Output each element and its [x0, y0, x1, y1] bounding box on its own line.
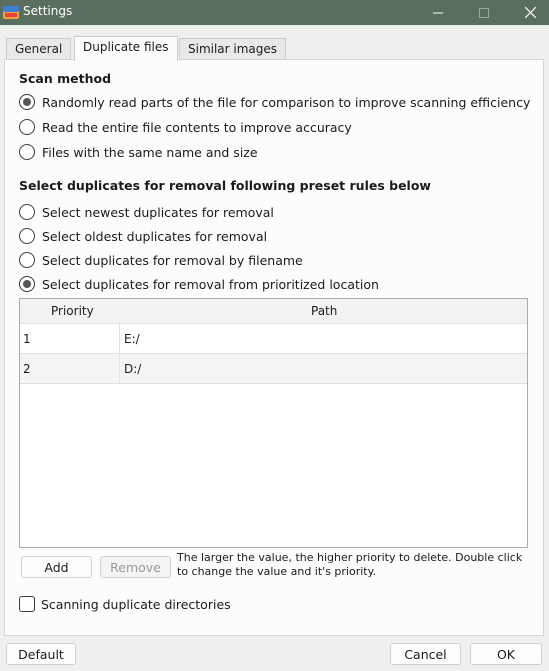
radio-label: Select oldest duplicates for removal	[42, 228, 268, 244]
checkbox[interactable]	[19, 596, 35, 612]
priority-help-text: The larger the value, the higher priority to delete. Double click to change the value and it's priority.	[177, 551, 523, 578]
table-row[interactable]	[20, 354, 527, 384]
maximize-button[interactable]	[461, 0, 507, 25]
path-cell[interactable]: D:/	[124, 362, 142, 376]
table-header	[20, 299, 527, 324]
scan-method-option-name-size[interactable]	[19, 143, 258, 161]
scan-method-title: Scan method	[19, 71, 112, 86]
table-row[interactable]	[20, 324, 527, 354]
radio-label: Select duplicates for removal by filename	[42, 252, 303, 268]
radio-button[interactable]	[19, 119, 35, 135]
tab-similar-images[interactable]: Similar images	[179, 38, 286, 60]
path-cell[interactable]: E:/	[124, 332, 140, 346]
close-icon	[525, 7, 536, 18]
column-header-priority[interactable]: Priority	[51, 304, 94, 318]
window-title: Settings	[23, 4, 73, 18]
radio-label: Select duplicates for removal from prioritized location	[42, 276, 379, 292]
radio-label: Select newest duplicates for removal	[42, 204, 274, 220]
scan-method-option-random[interactable]	[19, 93, 530, 111]
add-button[interactable]: Add	[21, 556, 92, 578]
default-button[interactable]: Default	[6, 643, 76, 665]
rule-option-prioritized-location[interactable]	[19, 275, 379, 293]
duplicate-files-panel	[4, 59, 544, 636]
column-divider	[119, 324, 120, 384]
radio-button[interactable]	[19, 94, 35, 110]
radio-button[interactable]	[19, 252, 35, 268]
rule-option-oldest[interactable]	[19, 227, 267, 245]
rule-option-filename[interactable]	[19, 251, 303, 269]
column-header-path[interactable]: Path	[311, 304, 338, 318]
radio-button[interactable]	[19, 228, 35, 244]
removal-rules-title: Select duplicates for removal following preset rules below	[19, 178, 431, 193]
scan-directories-option[interactable]	[19, 596, 231, 612]
scan-method-option-entire[interactable]	[19, 118, 352, 136]
tab-duplicate-files[interactable]: Duplicate files	[74, 36, 178, 61]
cancel-button[interactable]: Cancel	[390, 643, 461, 665]
title-bar	[0, 0, 549, 25]
close-button[interactable]	[507, 0, 549, 25]
tab-general[interactable]: General	[6, 38, 71, 60]
rule-option-newest[interactable]	[19, 203, 274, 221]
maximize-icon	[479, 8, 489, 18]
radio-button[interactable]	[19, 276, 35, 292]
radio-button[interactable]	[19, 204, 35, 220]
minimize-button[interactable]	[415, 0, 461, 25]
priority-cell[interactable]: 1	[23, 332, 31, 346]
app-icon	[3, 4, 19, 20]
radio-button[interactable]	[19, 144, 35, 160]
ok-button[interactable]: OK	[470, 643, 542, 665]
radio-label: Files with the same name and size	[42, 144, 258, 160]
checkbox-label: Scanning duplicate directories	[41, 596, 231, 612]
minimize-icon	[433, 8, 443, 18]
radio-label: Read the entire file contents to improve accuracy	[42, 119, 352, 135]
remove-button[interactable]: Remove	[100, 556, 171, 578]
radio-label: Randomly read parts of the file for comparison to improve scanning efficiency	[42, 94, 531, 110]
priority-cell[interactable]: 2	[23, 362, 31, 376]
priority-table[interactable]	[19, 298, 528, 548]
